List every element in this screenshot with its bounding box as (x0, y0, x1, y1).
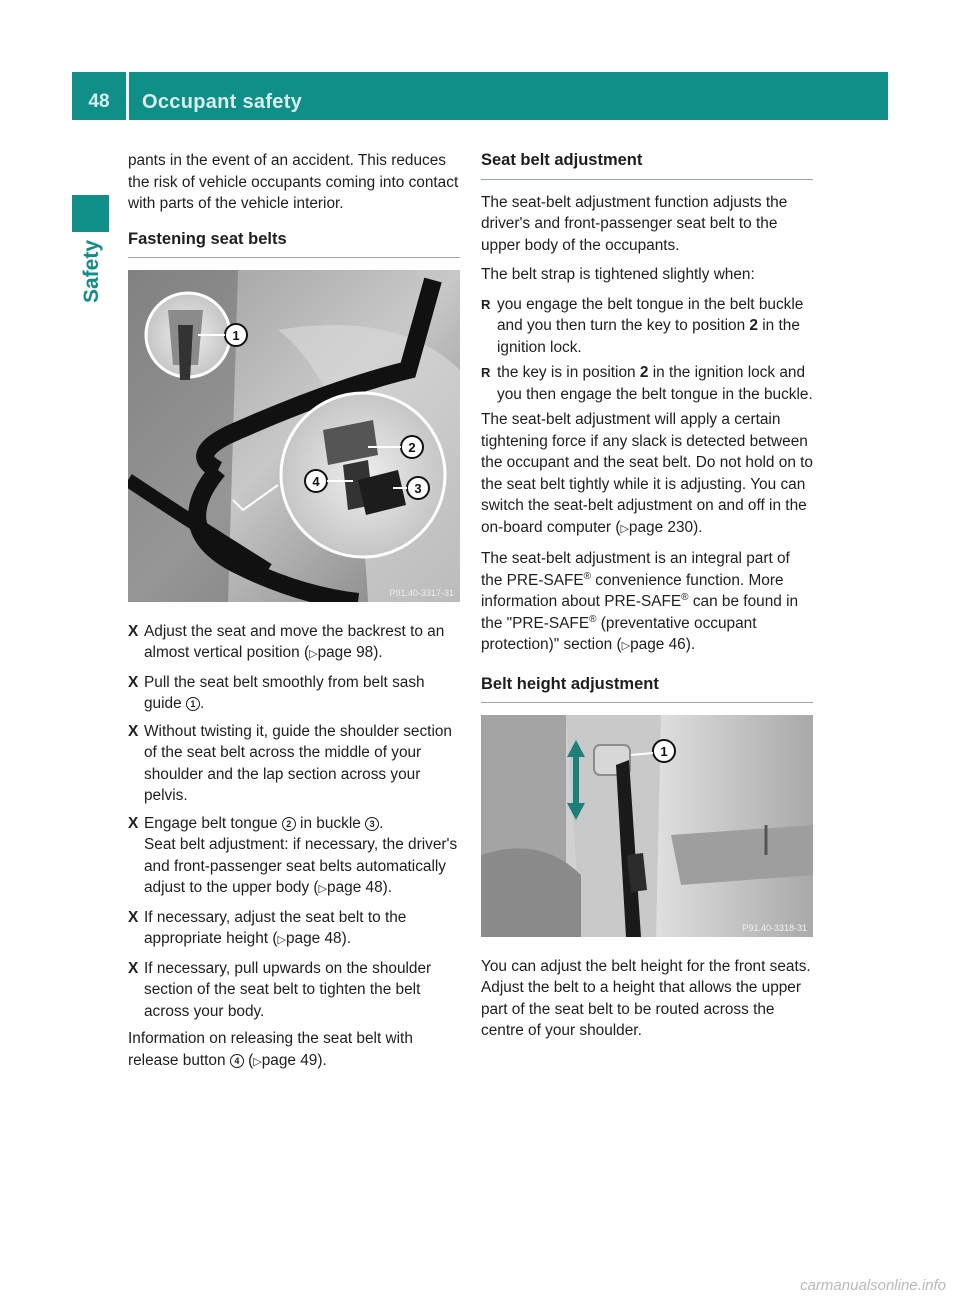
callout-1: 1 (660, 744, 668, 759)
right-column (481, 150, 813, 1050)
belt-height-figure (481, 715, 813, 944)
figure-code: P91.40-3318-31 (742, 923, 807, 933)
bullet-key-then-engage: R the key is in position 2 in the ignition lock and you then engage the belt tongue in the buckle. (481, 364, 813, 403)
step-pull-belt: X Pull the seat belt smoothly from belt sash guide 1 . (128, 673, 425, 712)
step-engage-tongue: X Engage belt tongue 2 in buckle 3 . Seat belt adjustment: if necessary, the driver's and front-passenger seat belts automatically adjust to the upper body (▷page 48). (128, 814, 458, 896)
watermark: carmanualsonline.info (800, 1277, 946, 1294)
intro-paragraph: pants in the event of an accident. This reduces the risk of vehicle occupants coming into contact with parts of the vehicle interior. (128, 152, 459, 212)
heading-fastening: Fastening seat belts (128, 229, 460, 259)
chapter-title: Occupant safety (142, 91, 303, 113)
paragraph-tightening-force: The seat-belt adjustment will apply a certain tightening force if any slack is detected between the occupant and the seat belt. Do not hold on to the seat belt tightly while it is adjusting. You can switch the seat-belt adjustment on and off in the on-board computer (▷page 230). (481, 411, 813, 536)
callout-ref-4: 4 (230, 1054, 244, 1068)
callout-ref-1: 1 (186, 697, 200, 711)
heading-seat-belt-adjustment: Seat belt adjustment (481, 150, 813, 180)
step-adjust-height: X If necessary, adjust the seat belt to the appropriate height (▷page 48). (128, 908, 407, 947)
left-column (128, 150, 460, 1081)
step-adjust-seat: X Adjust the seat and move the backrest to an almost vertical position (▷page 98). (128, 622, 445, 661)
callout-4: 4 (312, 474, 320, 489)
seat-belt-figure (128, 270, 460, 609)
callout-2: 2 (408, 440, 416, 455)
section-marker (72, 195, 109, 232)
figure-code: P91.40-3317-31 (389, 588, 454, 598)
paragraph-function: The seat-belt adjustment function adjusts the driver's and front-passenger seat belt to the upper body of the occupants. (481, 193, 788, 254)
belt-height-illustration (481, 715, 813, 937)
paragraph-belt-height: You can adjust the belt height for the front seats. Adjust the belt to a height that allows the upper part of the seat belt to be routed across the centre of your shoulder. (481, 957, 811, 1039)
callout-ref-2: 2 (282, 817, 296, 831)
page-ref-link[interactable]: page 48 (327, 879, 383, 896)
heading-belt-height: Belt height adjustment (481, 674, 813, 704)
page-ref-link[interactable]: page 98 (317, 644, 374, 661)
callout-3: 3 (414, 481, 422, 496)
paragraph-tightened: The belt strap is tightened slightly when: (481, 266, 755, 283)
page-number: 48 (88, 91, 110, 112)
step-guide-belt: X Without twisting it, guide the shoulder section of the seat belt across the middle of your shoulder and the lap section across your pelvis. (128, 722, 452, 804)
page-ref-link[interactable]: page 230 (628, 518, 694, 536)
bullet-engage-then-key: R you engage the belt tongue in the belt buckle and you then turn the key to position 2 in the ignition lock. (481, 295, 804, 356)
header-divider (126, 72, 129, 120)
callout-ref-3: 3 (365, 817, 379, 831)
page-header (72, 72, 888, 120)
section-label: Safety (80, 240, 103, 304)
seat-belt-illustration (128, 270, 460, 602)
step-tighten-belt: X If necessary, pull upwards on the shoulder section of the seat belt to tighten the belt across your body. (128, 959, 432, 1020)
page-ref-link[interactable]: page 46 (630, 636, 686, 653)
paragraph-pre-safe: The seat-belt adjustment is an integral part of the PRE-SAFE® convenience function. More information about PRE-SAFE® can be found in the "PRE-SAFE® (preventative occupant protection)" section (▷page 46). (481, 550, 799, 653)
page-ref-link[interactable]: page 48 (285, 930, 342, 947)
page-ref-link[interactable]: page 49 (261, 1051, 318, 1069)
callout-1: 1 (232, 328, 240, 343)
release-info: Information on releasing the seat belt with release button 4 (▷page 49). (128, 1030, 413, 1069)
